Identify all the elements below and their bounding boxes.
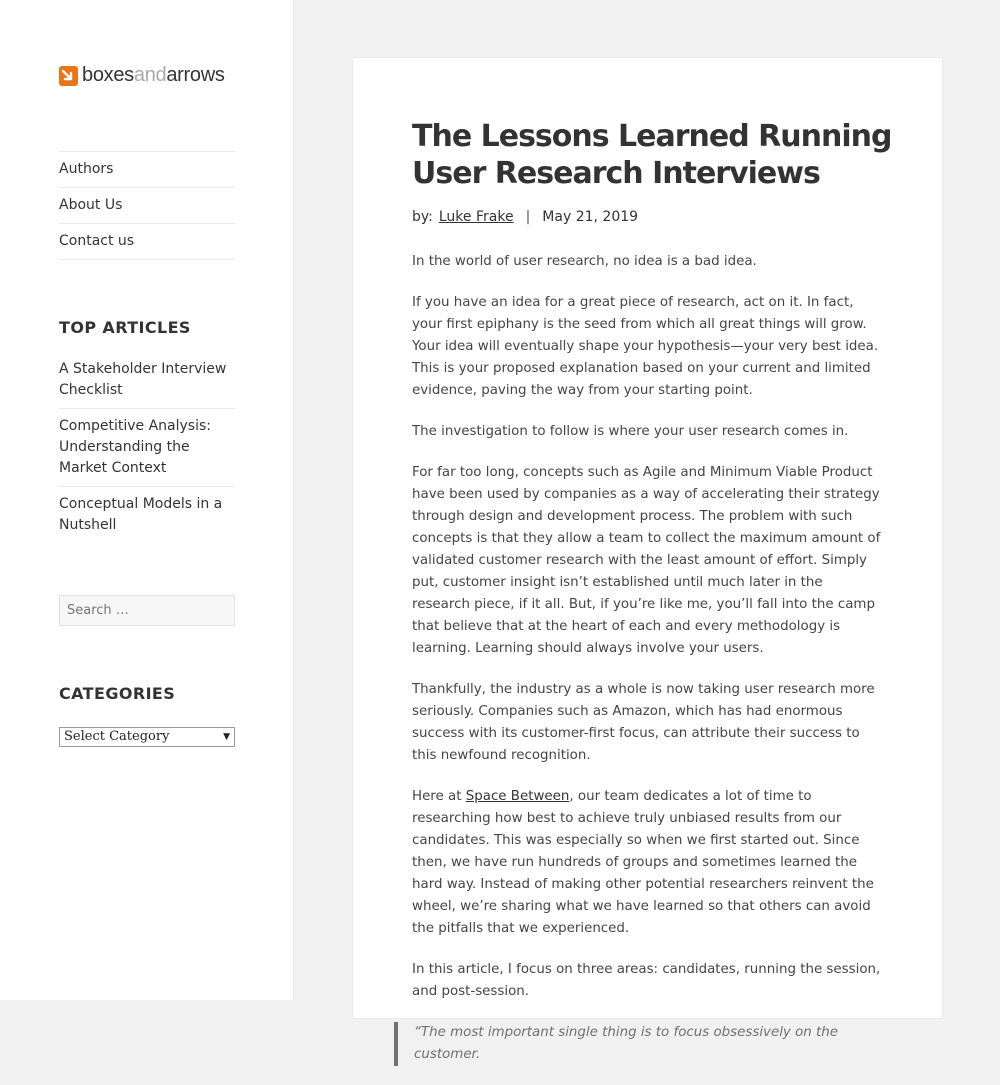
paragraph: In the world of user research, no idea is a bad idea. (412, 254, 757, 269)
paragraph-text: Here at (412, 789, 466, 804)
sidebar (0, 0, 294, 1000)
post-date: May 21, 2019 (542, 209, 639, 225)
paragraph: In this article, I focus on three areas: candidates, running the session, and post-session. (412, 962, 881, 999)
logo-and: and (133, 64, 167, 86)
author-link[interactable]: Luke Frake (438, 209, 514, 225)
chevron-down-icon: ▼ (223, 732, 230, 742)
article-body (412, 251, 882, 1085)
top-article-link[interactable]: A Stakeholder Interview Checklist (59, 359, 235, 409)
categories-title: CATEGORIES (59, 684, 176, 703)
paragraph-text: , our team dedicates a lot of time to researching how best to achieve truly unbiased results from our candidates. This was especially so when we first started out. Since then, we have run hundreds of groups and sometimes learned the hard way. Instead of making other potential researchers reinvent the wheel, we’re sharing what we have learned so that others can avoid the pitfalls that we experienced. (412, 789, 874, 936)
byline (412, 209, 638, 225)
logo-arrows: arrows (166, 64, 225, 86)
top-article-link[interactable]: Competitive Analysis: Understanding the Market Context (59, 416, 235, 487)
top-article-link[interactable]: Conceptual Models in a Nutshell (59, 496, 223, 533)
article-card (353, 58, 942, 1062)
space-between-link[interactable]: Space Between (465, 789, 570, 804)
search-input[interactable] (59, 595, 235, 626)
logo-text (82, 64, 225, 87)
paragraph: Thankfully, the industry as a whole is now taking user research more seriously. Companies such as Amazon, which has had enormous success with its customer-first focus, can attribute their success to this newfound recognition. (412, 682, 875, 763)
top-articles-list (59, 359, 235, 550)
nav-item-about-us[interactable]: About Us (59, 188, 235, 224)
arrow-box-icon (59, 66, 78, 86)
paragraph: The investigation to follow is where your user research comes in. (412, 424, 849, 439)
top-articles-title: TOP ARTICLES (59, 318, 191, 337)
main-nav (59, 151, 235, 260)
site-logo[interactable] (59, 64, 225, 87)
nav-item-authors[interactable]: Authors (59, 152, 235, 188)
paragraph: For far too long, concepts such as Agile and Minimum Viable Product have been used by companies as a way of accelerating their strategy through design and development process. The problem with such concepts is that they allow a team to collect the maximum amount of validated customer research with the least amount of effort. Simply put, customer insight isn’t established until much later in the research piece, if it all. But, if you’re like me, you’ll fall into the camp that believe that at the heart of each and every methodology is learning. Learning should always involve your users. (412, 465, 881, 656)
paragraph (412, 786, 882, 940)
logo-boxes: boxes (82, 64, 134, 86)
by-label: by: (412, 209, 433, 225)
page-title: The Lessons Learned Running User Research Interviews (412, 119, 892, 191)
nav-item-contact-us[interactable]: Contact us (59, 224, 235, 260)
byline-separator: | (525, 209, 531, 225)
paragraph: If you have an idea for a great piece of research, act on it. In fact, your first epiphany is the seed from which all great things will grow. Your idea will eventually shape your hypothesis—your very best idea. This is your proposed explanation based on your current and limited evidence, paving the way from your starting point. (412, 295, 879, 398)
category-select-value: Select Category (64, 729, 170, 744)
blockquote: “The most important single thing is to focus obsessively on the customer. (394, 1022, 882, 1066)
category-select[interactable] (59, 727, 235, 747)
